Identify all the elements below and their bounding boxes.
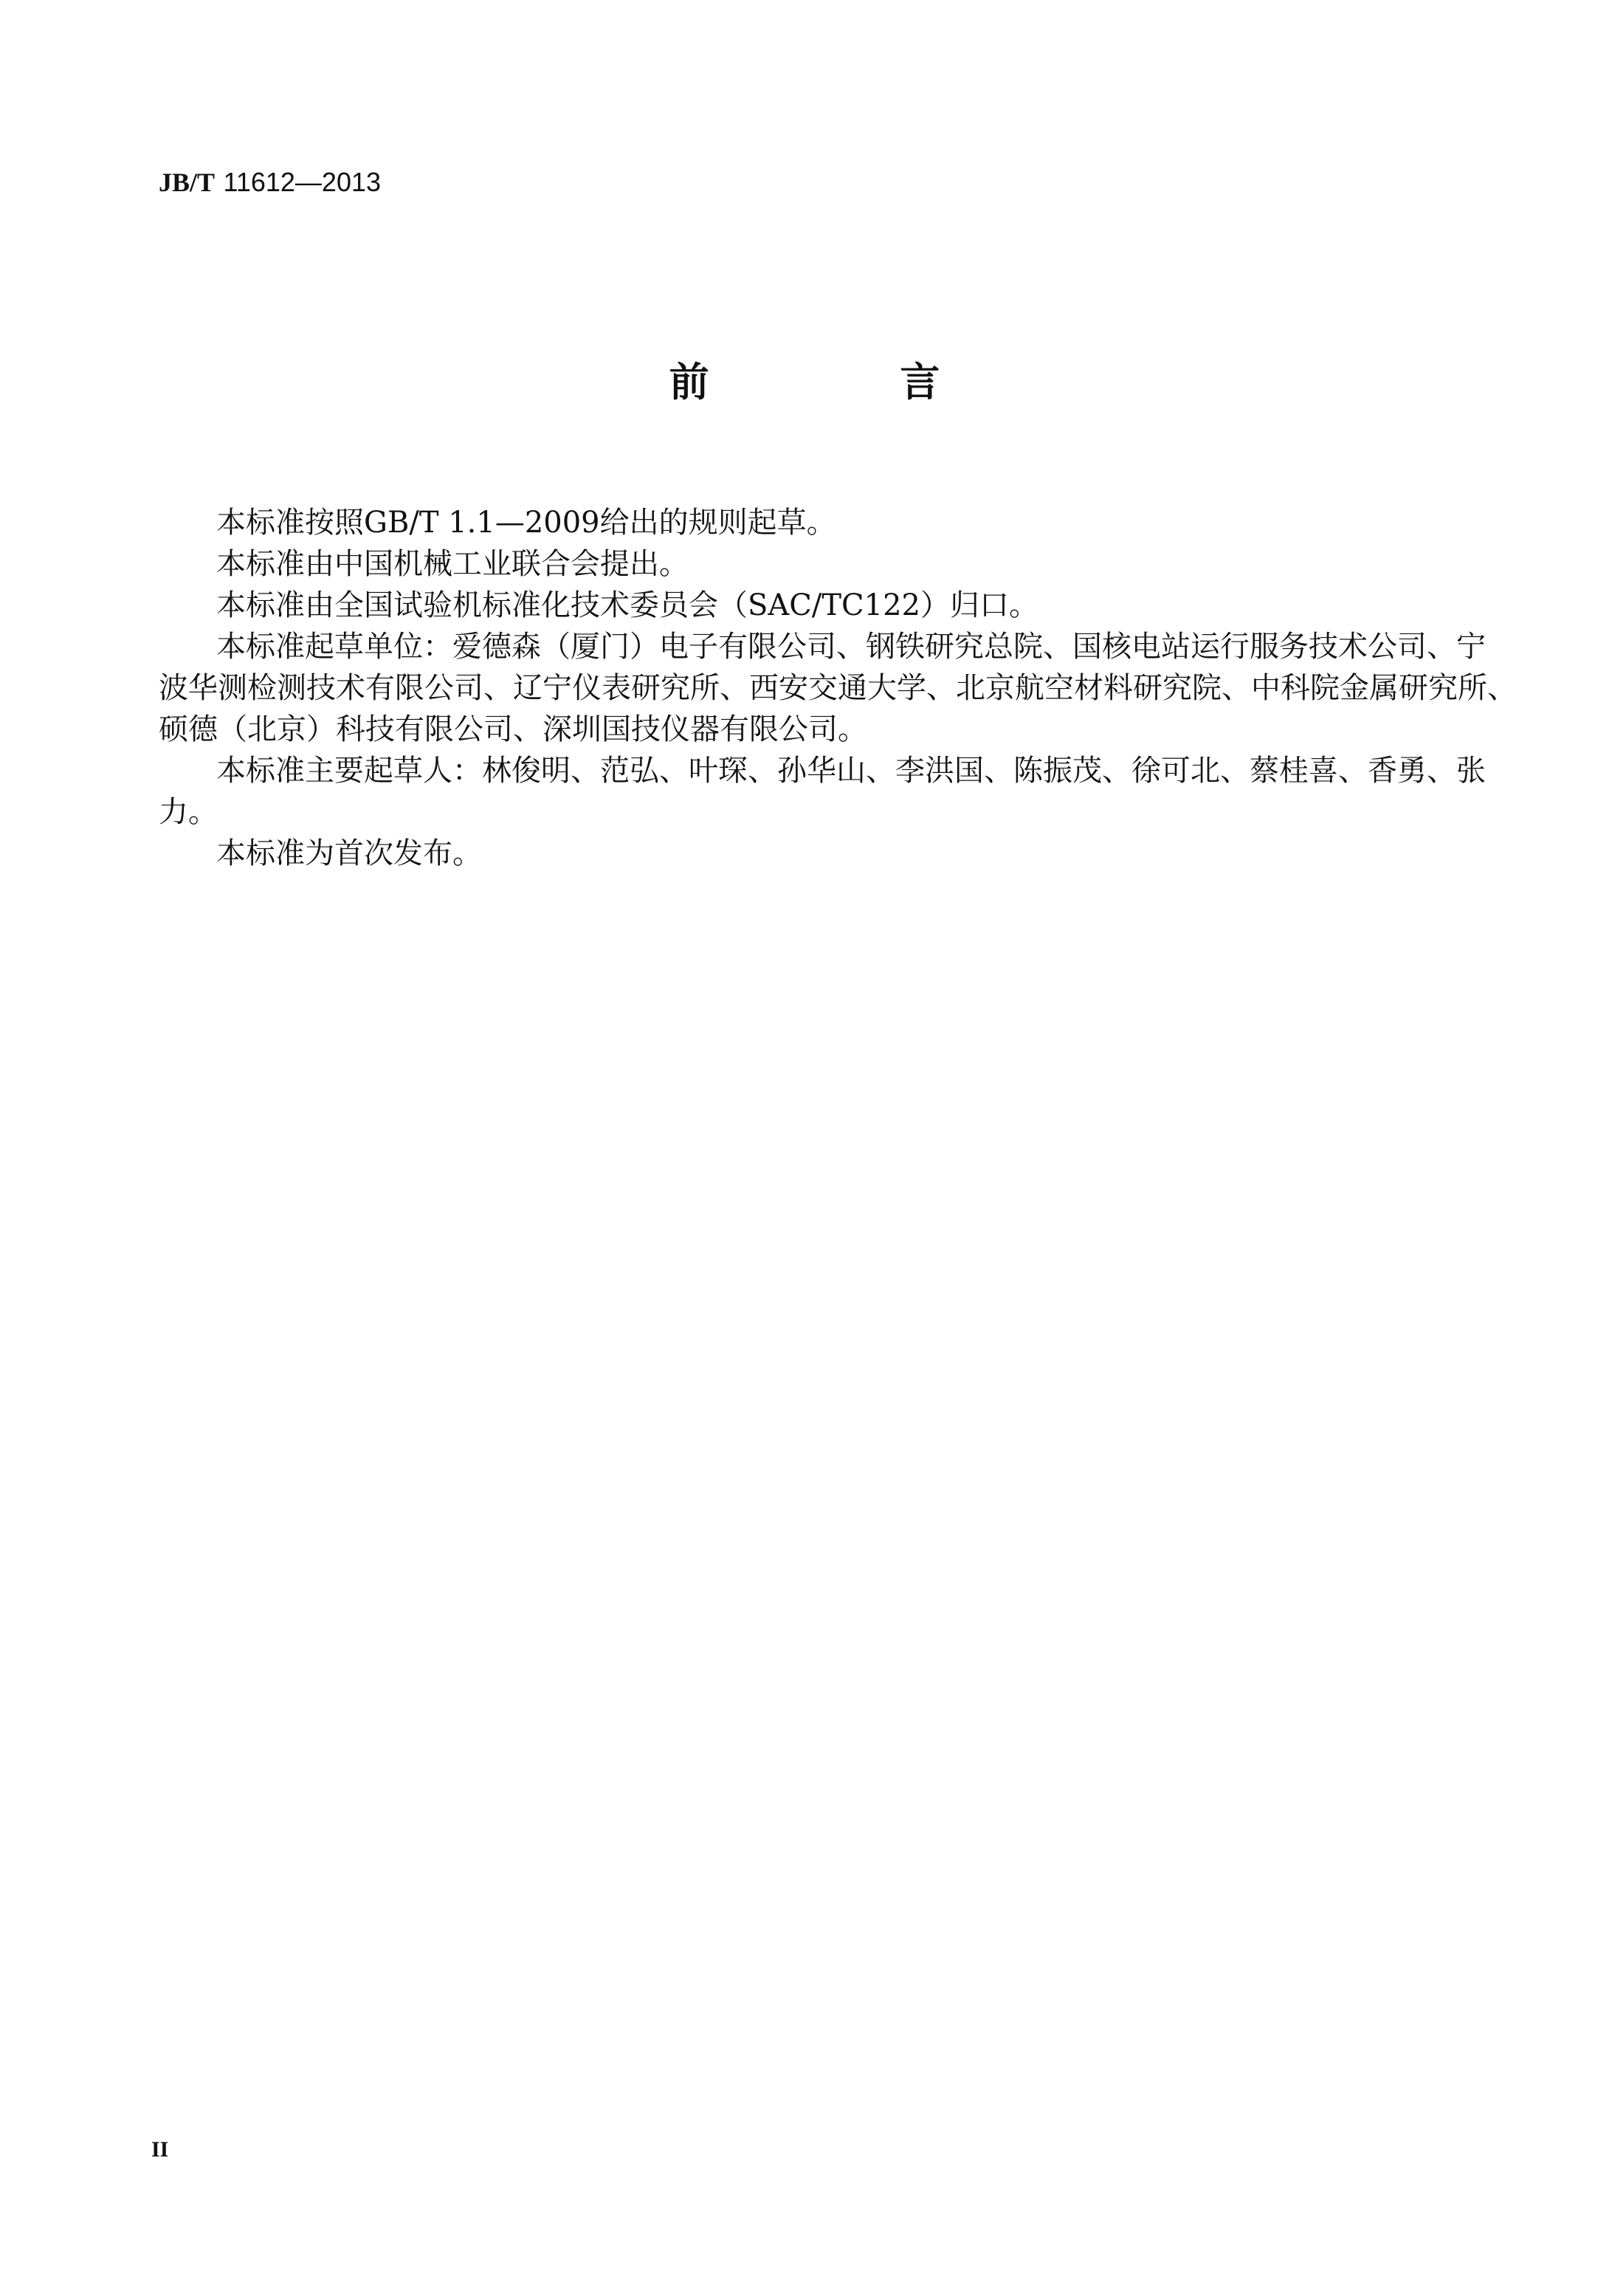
paragraph-proposer	[159, 543, 1458, 585]
foreword-body	[159, 502, 1517, 874]
standard-code-header	[159, 167, 381, 198]
page-number: II	[151, 2137, 169, 2162]
text-line: 力。	[159, 795, 218, 829]
paragraph-first-release	[159, 833, 1458, 874]
standard-number: 11612—2013	[223, 167, 382, 197]
paragraph-centralized-by	[159, 585, 1458, 626]
text-line: 本标准按照GB/T 1.1—2009给出的规则起草。	[216, 506, 836, 540]
paragraph-drafting-rules	[159, 502, 1458, 543]
text-line: 本标准由全国试验机标准化技术委员会（SAC/TC122）归口。	[216, 588, 1039, 622]
page-title: 前 言	[669, 359, 1029, 405]
paragraph-drafting-units	[159, 626, 1517, 750]
text-line: 本标准主要起草人：林俊明、范弘、叶琛、孙华山、李洪国、陈振茂、徐可北、蔡桂喜、香勇、张	[216, 754, 1486, 788]
text-line: 本标准由中国机械工业联合会提出。	[216, 547, 689, 581]
text-line: 本标准起草单位：爱德森（厦门）电子有限公司、钢铁研究总院、国核电站运行服务技术公司、宁	[216, 630, 1486, 664]
text-line: 本标准为首次发布。	[216, 836, 482, 870]
paragraph-main-drafters	[159, 750, 1486, 833]
text-line: 硕德（北京）科技有限公司、深圳国技仪器有限公司。	[159, 712, 867, 746]
standard-prefix: JB/T	[159, 168, 216, 197]
text-line: 波华测检测技术有限公司、辽宁仪表研究所、西安交通大学、北京航空材料研究院、中科院金属研究所、	[159, 671, 1517, 705]
